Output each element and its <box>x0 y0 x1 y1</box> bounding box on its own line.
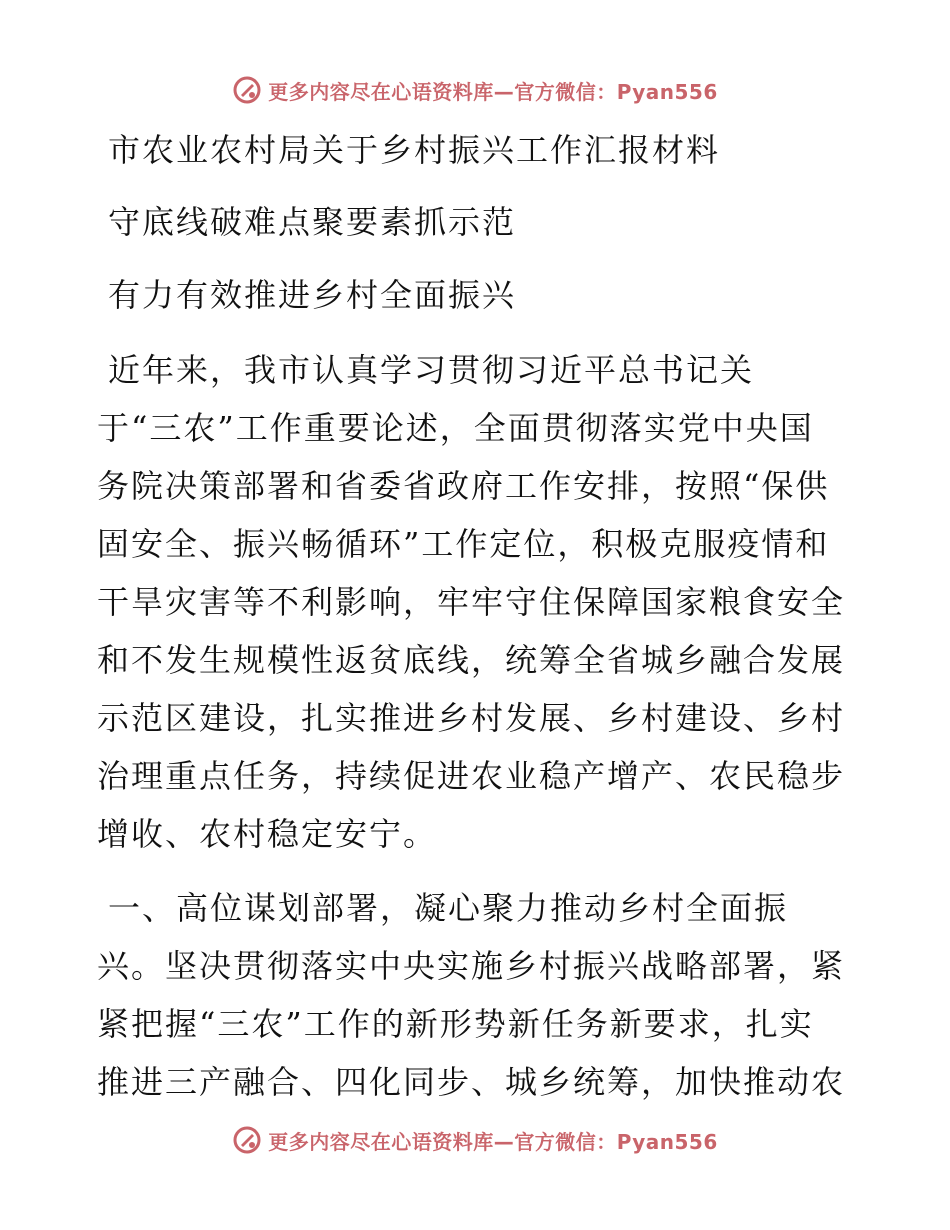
footer-watermark <box>0 1120 950 1160</box>
paragraph-line: 固安全、振兴畅循环”工作定位，积极克服疫情和 <box>97 525 830 563</box>
paragraph-line: 治理重点任务，持续促进农业稳产增产、农民稳步 <box>97 757 846 795</box>
paragraph-line: 兴。坚决贯彻落实中央实施乡村振兴战略部署，紧 <box>97 947 846 985</box>
watermark-text: 更多内容尽在心语资料库—官方微信：Pyan556 <box>268 1129 718 1154</box>
paragraph-line: 推进三产融合、四化同步、城乡统筹，加快推动农 <box>97 1063 846 1101</box>
paragraph-line: 务院决策部署和省委省政府工作安排，按照“保供 <box>97 467 830 505</box>
section-heading-line: 一、高位谋划部署，凝心聚力推动乡村全面振 <box>108 889 789 927</box>
paragraph-line: 增收、农村稳定安宁。 <box>97 815 438 853</box>
subtitle-line: 有力有效推进乡村全面振兴 <box>108 276 517 314</box>
watermark-logo-icon <box>232 75 262 105</box>
document-title: 市农业农村局关于乡村振兴工作汇报材料 <box>108 131 721 169</box>
header-watermark <box>0 70 950 110</box>
watermark-text: 更多内容尽在心语资料库—官方微信：Pyan556 <box>268 79 718 104</box>
paragraph-line: 示范区建设，扎实推进乡村发展、乡村建设、乡村 <box>97 699 846 737</box>
paragraph-line: 于“三农”工作重要论述，全面贯彻落实党中央国 <box>97 409 814 447</box>
paragraph-line: 和不发生规模性返贫底线，统筹全省城乡融合发展 <box>97 641 846 679</box>
paragraph-line: 近年来，我市认真学习贯彻习近平总书记关 <box>108 351 755 389</box>
subtitle-line: 守底线破难点聚要素抓示范 <box>108 203 517 241</box>
paragraph-line: 紧把握“三农”工作的新形势新任务新要求，扎实 <box>97 1005 814 1043</box>
watermark-logo-icon <box>232 1125 262 1155</box>
paragraph-line: 干旱灾害等不利影响，牢牢守住保障国家粮食安全 <box>97 583 846 621</box>
